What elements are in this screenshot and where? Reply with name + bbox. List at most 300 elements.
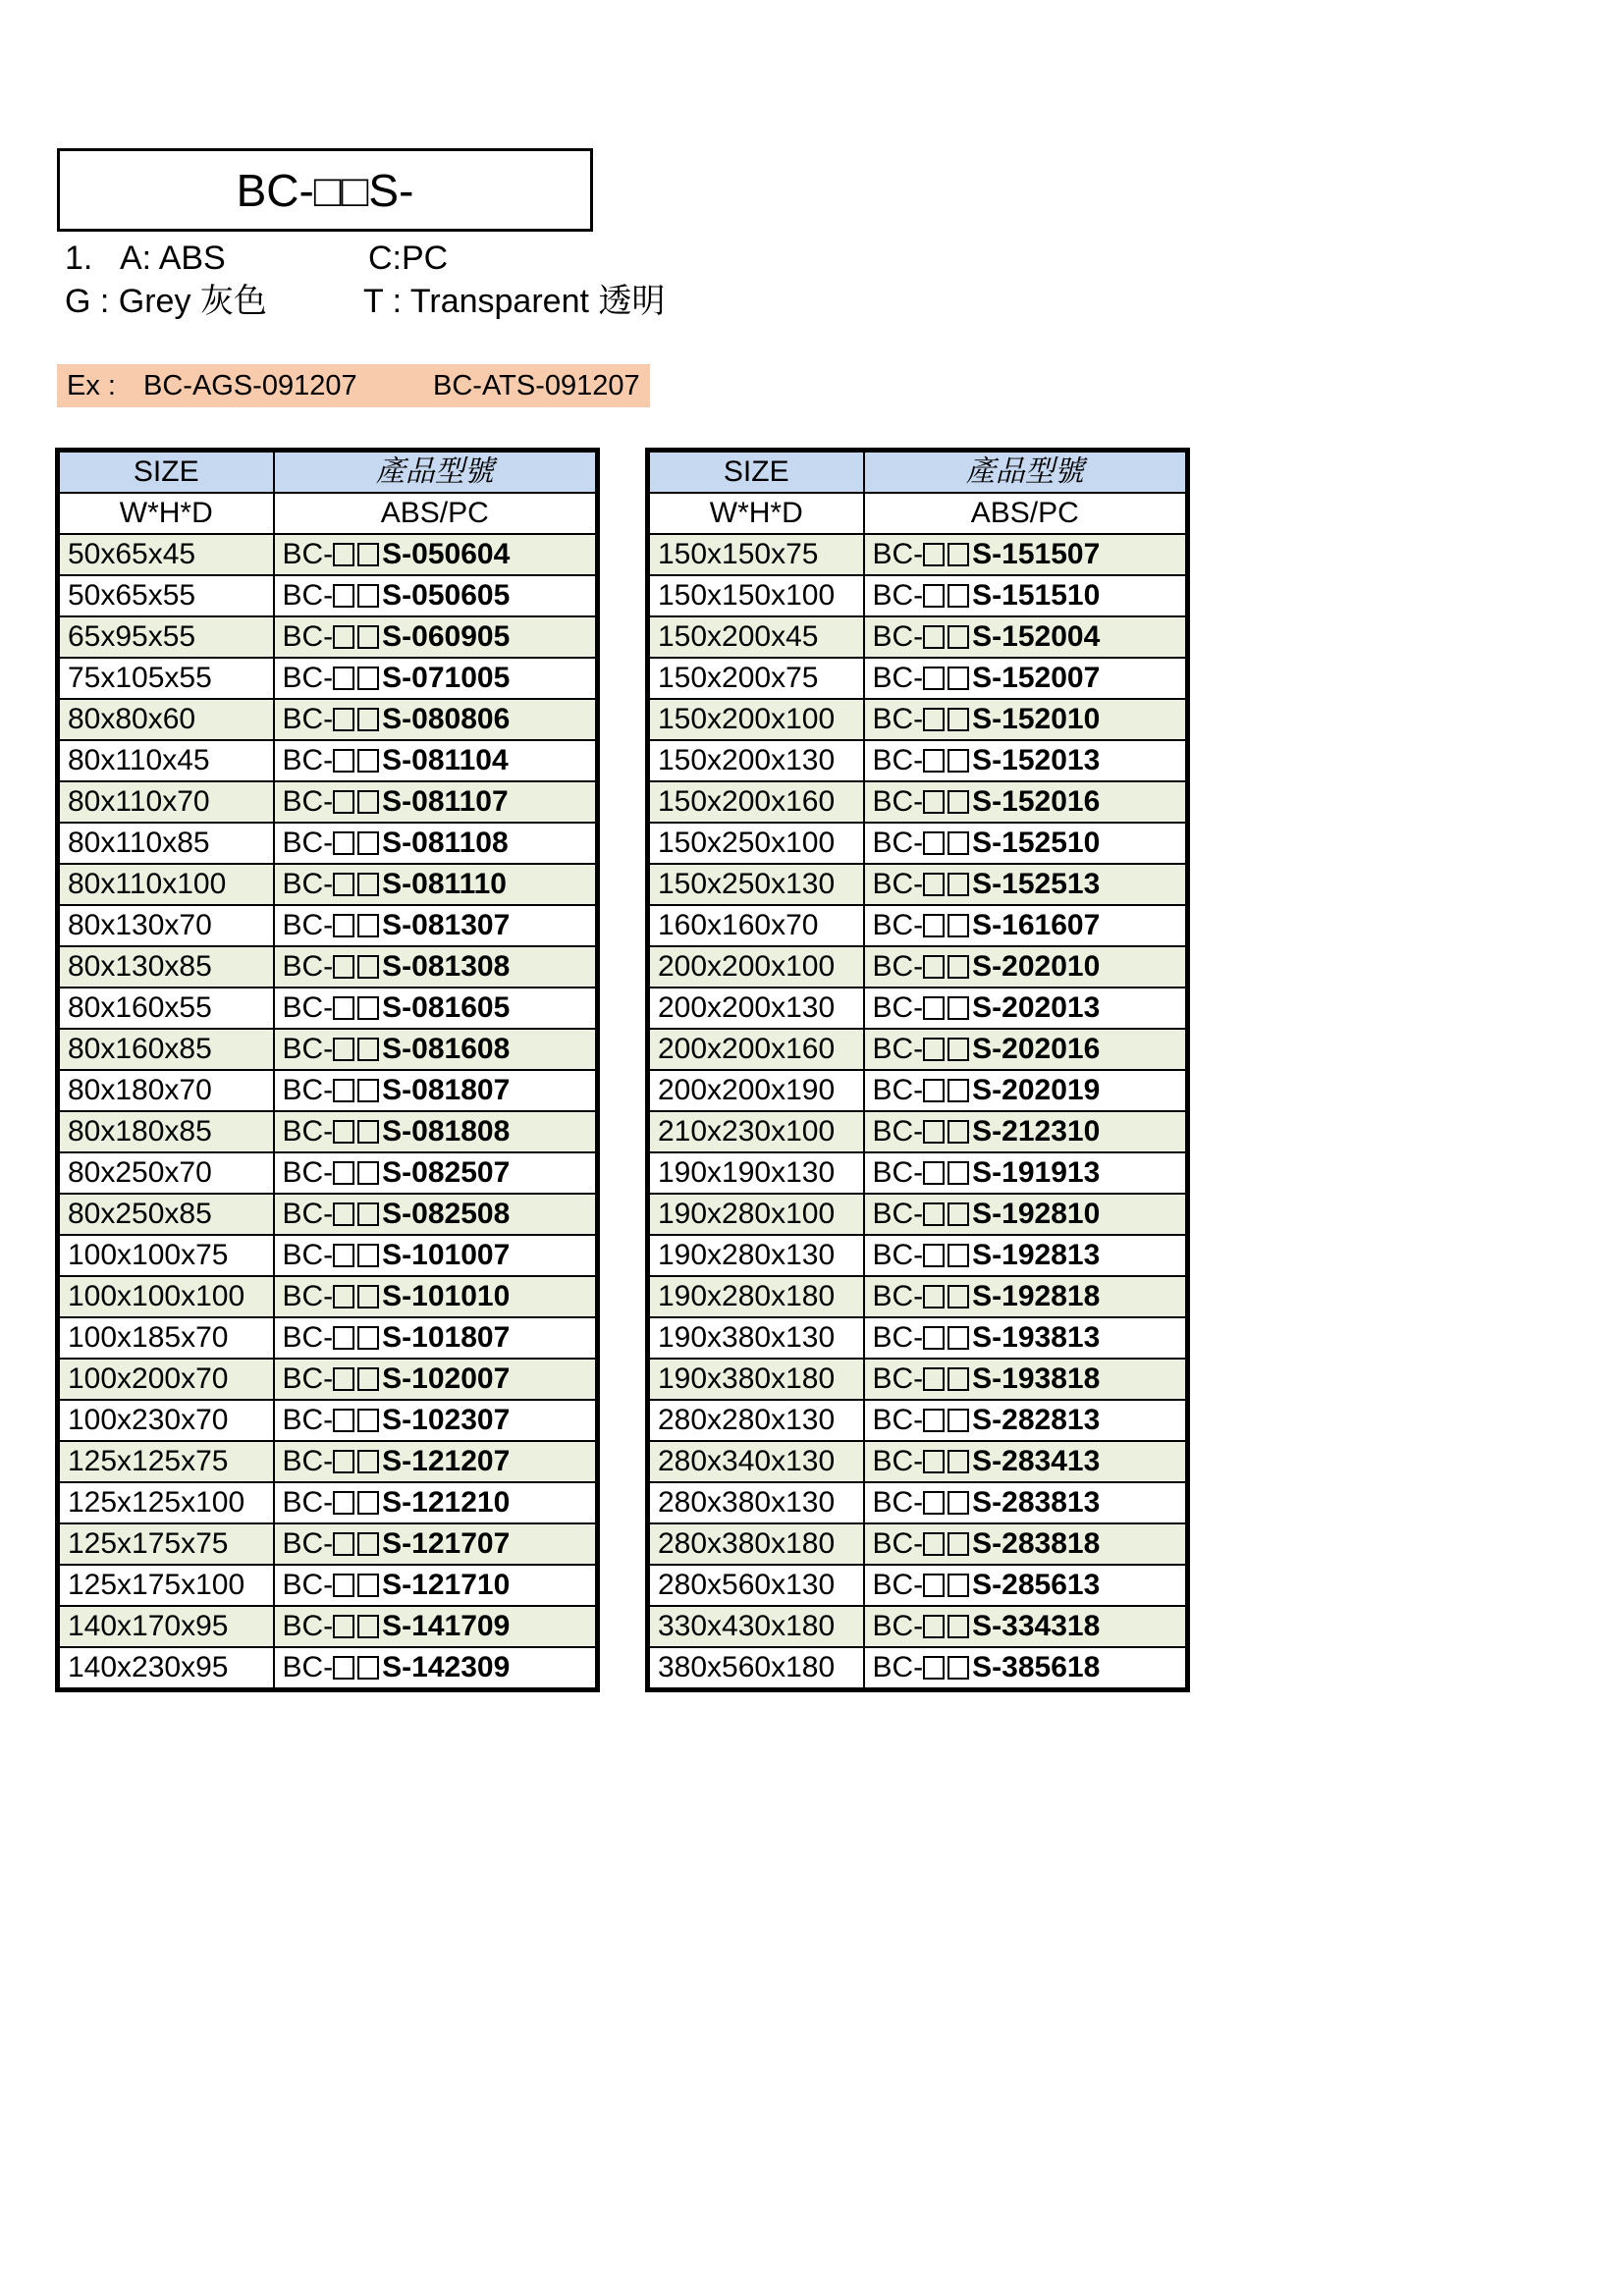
size-cell: 150x200x130 <box>648 740 864 781</box>
model-cell <box>274 864 598 905</box>
model-cell <box>274 905 598 946</box>
material-checkbox-icon <box>923 1409 945 1432</box>
size-cell: 160x160x70 <box>648 905 864 946</box>
model-cell <box>274 1111 598 1152</box>
table-row <box>58 988 598 1029</box>
size-cell: 150x250x130 <box>648 864 864 905</box>
table-row <box>58 1441 598 1482</box>
model-cell <box>864 823 1188 864</box>
size-cell: 280x560x130 <box>648 1565 864 1606</box>
model-header: 產品型號 <box>274 451 598 494</box>
color-checkbox-icon <box>947 584 969 608</box>
model-code: S-212310 <box>972 1115 1101 1148</box>
table-row <box>58 864 598 905</box>
material-checkbox-icon <box>923 914 945 937</box>
size-cell: 80x110x45 <box>58 740 274 781</box>
material-checkbox-icon <box>333 1450 354 1473</box>
code-prefix: BC- <box>282 1362 334 1395</box>
material-checkbox-icon <box>333 1120 354 1144</box>
code-prefix: BC- <box>282 1033 334 1065</box>
model-cell <box>864 1194 1188 1235</box>
color-checkbox-icon <box>357 914 379 937</box>
table-row <box>648 1029 1188 1070</box>
model-code: S-283813 <box>972 1486 1101 1519</box>
table-row <box>58 1400 598 1441</box>
code-prefix: BC- <box>872 1569 924 1601</box>
table-row <box>58 1111 598 1152</box>
code-prefix: BC- <box>872 1610 924 1642</box>
model-code: S-081608 <box>382 1033 511 1065</box>
model-subheader: ABS/PC <box>864 493 1188 534</box>
table-row <box>58 740 598 781</box>
table-row <box>648 1276 1188 1317</box>
model-code: S-142309 <box>382 1651 511 1683</box>
model-code: S-152510 <box>972 827 1101 859</box>
model-cell <box>274 1441 598 1482</box>
code-prefix: BC- <box>282 785 334 818</box>
code-prefix: BC- <box>282 1569 334 1601</box>
legend-abs: A: ABS <box>120 240 226 277</box>
model-cell <box>274 1194 598 1235</box>
material-checkbox-icon <box>923 1244 945 1267</box>
code-prefix: BC- <box>872 1115 924 1148</box>
color-checkbox-icon <box>357 708 379 731</box>
model-code: S-121707 <box>382 1527 511 1560</box>
color-checkbox-icon <box>947 1450 969 1473</box>
code-prefix: BC- <box>872 1280 924 1312</box>
code-prefix: BC- <box>872 1198 924 1230</box>
table-row <box>648 1194 1188 1235</box>
size-cell: 100x230x70 <box>58 1400 274 1441</box>
code-prefix: BC- <box>282 1610 334 1642</box>
code-prefix: BC- <box>282 579 334 612</box>
size-cell: 140x230x95 <box>58 1647 274 1690</box>
model-code: S-081808 <box>382 1115 511 1148</box>
code-prefix: BC- <box>872 1033 924 1065</box>
material-checkbox-icon <box>923 1079 945 1102</box>
code-prefix: BC- <box>872 1156 924 1189</box>
code-prefix: BC- <box>282 1404 334 1436</box>
model-cell <box>274 1482 598 1523</box>
model-cell <box>274 1070 598 1111</box>
table-row <box>58 946 598 988</box>
model-cell <box>274 1029 598 1070</box>
table-row <box>58 1565 598 1606</box>
material-checkbox-icon <box>333 1532 354 1556</box>
table-subheader-row <box>648 493 1188 534</box>
code-prefix: BC- <box>872 909 924 941</box>
size-cell: 190x280x180 <box>648 1276 864 1317</box>
legend-num: 1. <box>65 240 93 277</box>
color-checkbox-icon <box>947 708 969 731</box>
color-checkbox-icon <box>947 955 969 979</box>
model-code: S-141709 <box>382 1610 511 1642</box>
table-row <box>648 1606 1188 1647</box>
model-cell <box>864 1152 1188 1194</box>
model-code: S-283818 <box>972 1527 1101 1560</box>
size-cell: 200x200x160 <box>648 1029 864 1070</box>
model-code: S-071005 <box>382 662 511 694</box>
table-row <box>58 1359 598 1400</box>
title-box <box>57 148 593 232</box>
size-cell: 150x250x100 <box>648 823 864 864</box>
size-cell: 150x150x75 <box>648 534 864 575</box>
size-cell: 100x100x75 <box>58 1235 274 1276</box>
material-checkbox-icon <box>923 625 945 649</box>
size-cell: 380x560x180 <box>648 1647 864 1690</box>
color-checkbox-icon <box>357 831 379 855</box>
size-cell: 80x130x85 <box>58 946 274 988</box>
model-code: S-080806 <box>382 703 511 735</box>
size-cell: 190x280x130 <box>648 1235 864 1276</box>
model-cell <box>864 699 1188 740</box>
size-cell: 75x105x55 <box>58 658 274 699</box>
material-checkbox-icon <box>333 543 354 566</box>
material-checkbox-icon <box>923 1326 945 1350</box>
model-code: S-081107 <box>382 785 509 818</box>
size-cell: 280x380x130 <box>648 1482 864 1523</box>
material-checkbox-icon <box>333 873 354 896</box>
model-cell <box>274 740 598 781</box>
color-checkbox-icon <box>947 914 969 937</box>
model-code: S-101807 <box>382 1321 511 1354</box>
color-checkbox-icon <box>357 1491 379 1515</box>
table-row <box>648 1482 1188 1523</box>
color-checkbox-icon <box>357 873 379 896</box>
size-cell: 190x280x100 <box>648 1194 864 1235</box>
model-cell <box>274 1400 598 1441</box>
model-cell <box>274 534 598 575</box>
color-checkbox-icon <box>357 1161 379 1185</box>
color-checkbox-icon <box>947 1532 969 1556</box>
model-code: S-161607 <box>972 909 1101 941</box>
size-cell: 80x80x60 <box>58 699 274 740</box>
model-cell <box>274 616 598 658</box>
material-checkbox-icon <box>333 1038 354 1061</box>
color-checkbox-icon <box>947 831 969 855</box>
color-checkbox-icon <box>357 1615 379 1638</box>
color-checkbox-icon <box>357 1409 379 1432</box>
size-cell: 210x230x100 <box>648 1111 864 1152</box>
color-checkbox-icon <box>947 749 969 773</box>
model-cell <box>274 1276 598 1317</box>
code-prefix: BC- <box>282 1321 334 1354</box>
material-checkbox-icon <box>923 831 945 855</box>
model-cell <box>274 1235 598 1276</box>
model-cell <box>864 740 1188 781</box>
size-cell: 125x125x100 <box>58 1482 274 1523</box>
color-checkbox-icon <box>357 543 379 566</box>
model-code: S-081104 <box>382 744 509 776</box>
model-code: S-191913 <box>972 1156 1101 1189</box>
color-checkbox-icon <box>947 1656 969 1680</box>
color-checkbox-icon <box>947 543 969 566</box>
code-prefix: BC- <box>282 703 334 735</box>
color-checkbox-icon <box>357 1450 379 1473</box>
color-checkbox-icon <box>947 790 969 814</box>
material-checkbox-icon <box>923 1656 945 1680</box>
model-cell <box>864 864 1188 905</box>
model-code: S-081110 <box>382 868 507 900</box>
model-code: S-121207 <box>382 1445 511 1477</box>
page-title: BC-□□S- <box>236 164 414 216</box>
model-cell <box>864 1276 1188 1317</box>
size-header: SIZE <box>58 451 274 494</box>
material-checkbox-icon <box>923 790 945 814</box>
material-checkbox-icon <box>923 1038 945 1061</box>
model-code: S-152004 <box>972 620 1101 653</box>
code-prefix: BC- <box>282 1486 334 1519</box>
code-prefix: BC- <box>282 1074 334 1106</box>
color-checkbox-icon <box>357 790 379 814</box>
material-checkbox-icon <box>333 1326 354 1350</box>
size-cell: 80x180x85 <box>58 1111 274 1152</box>
material-checkbox-icon <box>923 1574 945 1597</box>
material-checkbox-icon <box>333 1161 354 1185</box>
model-cell <box>864 988 1188 1029</box>
example-code-1: BC-AGS-091207 <box>143 370 357 401</box>
code-prefix: BC- <box>282 1115 334 1148</box>
model-code: S-282813 <box>972 1404 1101 1436</box>
table-row <box>58 823 598 864</box>
model-cell <box>274 575 598 616</box>
model-code: S-081605 <box>382 991 511 1024</box>
code-prefix: BC- <box>282 1239 334 1271</box>
material-checkbox-icon <box>923 584 945 608</box>
table-row <box>58 1482 598 1523</box>
material-checkbox-icon <box>923 873 945 896</box>
color-checkbox-icon <box>357 1656 379 1680</box>
table-row <box>648 988 1188 1029</box>
material-checkbox-icon <box>333 1615 354 1638</box>
table-row <box>648 534 1188 575</box>
size-cell: 50x65x45 <box>58 534 274 575</box>
material-checkbox-icon <box>333 996 354 1020</box>
material-checkbox-icon <box>333 749 354 773</box>
size-cell: 125x175x75 <box>58 1523 274 1565</box>
model-cell <box>864 1647 1188 1690</box>
right-spec-table <box>645 448 1190 1692</box>
code-prefix: BC- <box>872 1239 924 1271</box>
material-checkbox-icon <box>333 1202 354 1226</box>
code-prefix: BC- <box>282 1280 334 1312</box>
model-cell <box>864 1523 1188 1565</box>
size-cell: 80x110x100 <box>58 864 274 905</box>
size-cell: 280x380x180 <box>648 1523 864 1565</box>
table-row <box>648 946 1188 988</box>
model-code: S-285613 <box>972 1569 1101 1601</box>
material-checkbox-icon <box>923 708 945 731</box>
model-cell <box>274 781 598 823</box>
model-cell <box>864 1441 1188 1482</box>
size-subheader: W*H*D <box>648 493 864 534</box>
size-cell: 280x280x130 <box>648 1400 864 1441</box>
color-checkbox-icon <box>947 1161 969 1185</box>
code-prefix: BC- <box>872 1404 924 1436</box>
table-row <box>58 616 598 658</box>
model-code: S-202010 <box>972 950 1101 983</box>
model-code: S-152016 <box>972 785 1101 818</box>
model-cell <box>864 1317 1188 1359</box>
color-checkbox-icon <box>357 667 379 690</box>
size-cell: 100x200x70 <box>58 1359 274 1400</box>
table-header-row <box>648 451 1188 494</box>
model-code: S-151507 <box>972 538 1101 570</box>
example-label: Ex : <box>67 370 116 401</box>
size-cell: 150x200x45 <box>648 616 864 658</box>
code-prefix: BC- <box>872 579 924 612</box>
model-code: S-283413 <box>972 1445 1101 1477</box>
table-row <box>58 534 598 575</box>
size-cell: 80x110x70 <box>58 781 274 823</box>
color-checkbox-icon <box>357 1202 379 1226</box>
table-row <box>648 1070 1188 1111</box>
material-checkbox-icon <box>333 1574 354 1597</box>
model-cell <box>274 1565 598 1606</box>
code-prefix: BC- <box>282 1527 334 1560</box>
model-cell <box>864 1070 1188 1111</box>
model-code: S-192818 <box>972 1280 1101 1312</box>
table-row <box>58 1276 598 1317</box>
model-code: S-102307 <box>382 1404 511 1436</box>
color-checkbox-icon <box>947 996 969 1020</box>
size-cell: 80x250x70 <box>58 1152 274 1194</box>
material-checkbox-icon <box>923 996 945 1020</box>
table-row <box>648 658 1188 699</box>
model-cell <box>274 699 598 740</box>
model-cell <box>864 1029 1188 1070</box>
size-cell: 190x190x130 <box>648 1152 864 1194</box>
color-checkbox-icon <box>947 625 969 649</box>
model-code: S-050604 <box>382 538 511 570</box>
material-checkbox-icon <box>923 1367 945 1391</box>
code-prefix: BC- <box>872 868 924 900</box>
code-prefix: BC- <box>282 868 334 900</box>
size-cell: 80x110x85 <box>58 823 274 864</box>
size-subheader: W*H*D <box>58 493 274 534</box>
table-row <box>648 1235 1188 1276</box>
code-prefix: BC- <box>282 620 334 653</box>
model-code: S-082508 <box>382 1198 511 1230</box>
model-code: S-121710 <box>382 1569 511 1601</box>
legend-grey: G : Grey 灰色 <box>65 283 267 320</box>
model-code: S-081308 <box>382 950 511 983</box>
material-checkbox-icon <box>333 955 354 979</box>
model-cell <box>864 1111 1188 1152</box>
model-code: S-152010 <box>972 703 1101 735</box>
material-checkbox-icon <box>923 1615 945 1638</box>
color-checkbox-icon <box>357 1120 379 1144</box>
table-row <box>648 1111 1188 1152</box>
model-cell <box>864 781 1188 823</box>
model-cell <box>864 616 1188 658</box>
model-code: S-334318 <box>972 1610 1101 1642</box>
model-code: S-202016 <box>972 1033 1101 1065</box>
code-prefix: BC- <box>282 538 334 570</box>
size-cell: 280x340x130 <box>648 1441 864 1482</box>
material-checkbox-icon <box>923 1491 945 1515</box>
model-code: S-202019 <box>972 1074 1101 1106</box>
model-cell <box>274 1152 598 1194</box>
code-prefix: BC- <box>872 1527 924 1560</box>
color-checkbox-icon <box>357 1574 379 1597</box>
code-prefix: BC- <box>872 785 924 818</box>
color-checkbox-icon <box>947 1079 969 1102</box>
model-cell <box>864 1606 1188 1647</box>
model-code: S-082507 <box>382 1156 511 1189</box>
model-code: S-121210 <box>382 1486 511 1519</box>
size-cell: 330x430x180 <box>648 1606 864 1647</box>
table-subheader-row <box>58 493 598 534</box>
code-prefix: BC- <box>872 991 924 1024</box>
size-cell: 125x175x100 <box>58 1565 274 1606</box>
model-cell <box>864 1482 1188 1523</box>
material-checkbox-icon <box>333 1285 354 1308</box>
table-row <box>58 1070 598 1111</box>
code-prefix: BC- <box>872 1321 924 1354</box>
material-checkbox-icon <box>333 914 354 937</box>
table-row <box>58 905 598 946</box>
code-prefix: BC- <box>282 744 334 776</box>
model-code: S-193813 <box>972 1321 1101 1354</box>
color-checkbox-icon <box>947 1326 969 1350</box>
color-checkbox-icon <box>947 1409 969 1432</box>
material-checkbox-icon <box>923 1161 945 1185</box>
color-checkbox-icon <box>357 1244 379 1267</box>
model-cell <box>864 905 1188 946</box>
code-prefix: BC- <box>282 662 334 694</box>
color-checkbox-icon <box>947 667 969 690</box>
material-checkbox-icon <box>923 1285 945 1308</box>
model-code: S-081108 <box>382 827 509 859</box>
model-header: 產品型號 <box>864 451 1188 494</box>
material-checkbox-icon <box>333 1367 354 1391</box>
model-code: S-192813 <box>972 1239 1101 1271</box>
code-prefix: BC- <box>872 950 924 983</box>
model-code: S-151510 <box>972 579 1101 612</box>
model-subheader: ABS/PC <box>274 493 598 534</box>
code-prefix: BC- <box>872 538 924 570</box>
color-checkbox-icon <box>947 1120 969 1144</box>
legend-transparent: T : Transparent 透明 <box>363 283 666 320</box>
material-checkbox-icon <box>333 790 354 814</box>
size-cell: 125x125x75 <box>58 1441 274 1482</box>
table-row <box>648 1441 1188 1482</box>
color-checkbox-icon <box>357 1038 379 1061</box>
model-code: S-081807 <box>382 1074 511 1106</box>
legend-pc: C:PC <box>368 240 449 277</box>
code-prefix: BC- <box>282 1651 334 1683</box>
color-checkbox-icon <box>357 996 379 1020</box>
color-checkbox-icon <box>357 1367 379 1391</box>
size-cell: 150x200x75 <box>648 658 864 699</box>
model-cell <box>274 1523 598 1565</box>
model-cell <box>274 1317 598 1359</box>
material-checkbox-icon <box>923 1202 945 1226</box>
model-cell <box>864 1400 1188 1441</box>
table-header-row <box>58 451 598 494</box>
material-checkbox-icon <box>333 708 354 731</box>
model-code: S-081307 <box>382 909 511 941</box>
table-row <box>648 864 1188 905</box>
table-row <box>648 699 1188 740</box>
model-cell <box>274 946 598 988</box>
table-row <box>648 1359 1188 1400</box>
code-prefix: BC- <box>872 662 924 694</box>
model-cell <box>864 1235 1188 1276</box>
material-checkbox-icon <box>923 667 945 690</box>
size-cell: 200x200x130 <box>648 988 864 1029</box>
